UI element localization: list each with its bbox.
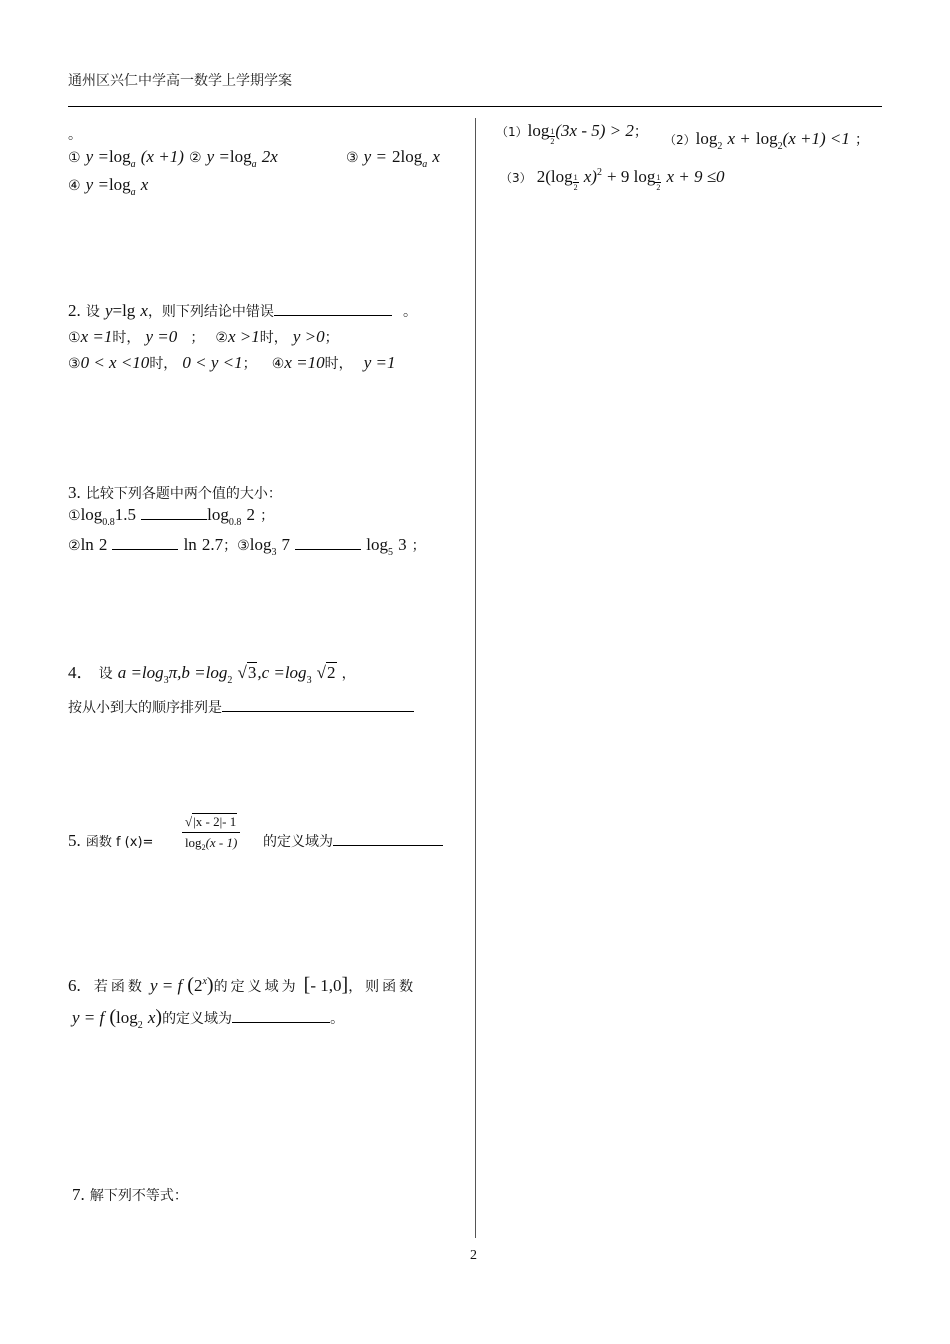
q1-option4-mark: ④ — [68, 178, 81, 194]
q7-part2-sep: ； — [854, 132, 869, 148]
q7-part3-base2-num: 1 — [656, 173, 661, 182]
q6-text4: 的定义域为 — [162, 1011, 233, 1027]
q7-part1-log: log — [527, 121, 550, 140]
q1-option2-base: a — [251, 159, 257, 170]
q3-part3-blank[interactable] — [295, 535, 361, 550]
q5-stem — [68, 830, 153, 854]
q1-option4-log: log — [108, 175, 131, 194]
q2-she: 设 — [85, 304, 100, 320]
q6-answer-blank[interactable] — [232, 1008, 330, 1023]
q7-part2-base2: 2 — [777, 141, 783, 152]
q2-end: 。 — [403, 304, 418, 320]
q1-option3-log: log — [400, 147, 423, 166]
q6-stem — [68, 974, 416, 1000]
q5-tail-text: 的定义域为 — [263, 834, 333, 850]
q2-c4-mark: ④ — [271, 356, 285, 372]
q7-part2-log2: log — [755, 129, 778, 148]
q7-part2-expr2: (x +1) <1 — [782, 129, 850, 148]
q3-part3-base2: 5 — [387, 547, 393, 558]
q1-option3 — [346, 146, 440, 171]
q4-number: 4． — [68, 663, 94, 682]
q3-part1-blank[interactable] — [141, 505, 207, 520]
q3-part2-blank[interactable] — [112, 535, 178, 550]
q2-c1-res: y =0 — [145, 327, 178, 346]
q2-c2-mark: ② — [215, 330, 228, 346]
header-divider — [68, 106, 882, 107]
q7-part3-x: x) — [583, 167, 597, 186]
q6-end: 。 — [330, 1011, 345, 1027]
q7-part1-base-num: 1 — [550, 127, 555, 136]
q6-log-base: 2 — [137, 1020, 143, 1031]
q4-c-sqrt: √2 — [316, 663, 336, 682]
q6-rparen2: ) — [155, 1006, 163, 1028]
q7-part3-base2-den: 2 — [656, 183, 661, 192]
q6-rparen: ) — [206, 974, 214, 996]
q3-part3-val: 7 — [281, 535, 291, 554]
q1-option2-mark: ② — [188, 150, 202, 166]
q4-c-base: 3 — [306, 675, 312, 686]
q2-c4-res: y =1 — [363, 353, 396, 372]
q1-option4-base: a — [130, 187, 136, 198]
q3-part2-sep: ； — [223, 538, 238, 554]
q2-c3-mark: ③ — [68, 356, 81, 372]
q4-b-base: 2 — [227, 675, 233, 686]
q3-part1-sep: ； — [260, 508, 275, 524]
q2-c4-shi: 时， — [324, 356, 353, 372]
q4-pi: π — [168, 663, 178, 682]
q6-inner1: 2 — [193, 976, 203, 995]
q7-part3-square: 2 — [596, 167, 602, 178]
q5-fraction — [182, 814, 240, 851]
q7-stem — [72, 1184, 188, 1207]
q1-option4-arg: x — [140, 175, 149, 194]
q3-part1-log2: log — [207, 505, 229, 524]
q1-option1-base: a — [130, 159, 136, 170]
q2-c3-cond: 0 < x <10 — [80, 353, 150, 372]
q1-option1-mark: ① — [68, 150, 81, 166]
q1-option3-coef: 2 — [392, 147, 401, 166]
q7-part2 — [664, 128, 869, 153]
q2-tail: ，则下列结论中错误 — [147, 304, 274, 320]
q6-inner1-sup: x — [202, 976, 207, 987]
column-divider — [475, 118, 476, 1238]
q3-part2-mark: ② — [68, 538, 81, 554]
q2-c4-cond: x =10 — [284, 353, 325, 372]
q3-part1-val: 1.5 — [114, 505, 137, 524]
q3-part3-base: 3 — [271, 547, 277, 558]
q4-answer-blank[interactable] — [222, 697, 414, 712]
q3-part2-ln: ln — [80, 535, 94, 554]
q7-part1 — [496, 120, 648, 146]
q3-part1-base2: 0.8 — [228, 517, 242, 528]
q7-part3-tail: x + 9 ≤0 — [666, 167, 725, 186]
q2-answer-blank[interactable] — [274, 301, 392, 316]
q6-interval: - 1,0 — [310, 976, 342, 995]
q2-eq-lg: =lg — [112, 301, 136, 320]
q3-part3-val2: 3 — [398, 535, 407, 554]
q6-number: 6. — [68, 976, 81, 995]
q5-number: 5. — [68, 831, 81, 850]
q5-numerator-radicand: |x - 2|- 1 — [193, 814, 237, 829]
q5-denominator — [182, 833, 240, 851]
q6-lparen2: ( — [109, 1006, 117, 1028]
q2-c2-sep: ； — [324, 330, 339, 346]
q7-number: 7. — [72, 1185, 85, 1204]
q4-she: 设 — [98, 666, 113, 682]
q1-period: 。 — [68, 127, 82, 143]
q3-stem — [68, 482, 282, 505]
q7-part3-base-num: 1 — [573, 173, 578, 182]
q2-x: x — [140, 301, 148, 320]
q3-part3-log2: log — [366, 535, 388, 554]
q2-choices-row1 — [68, 326, 339, 349]
q3-part2-val2: 2.7 — [201, 535, 224, 554]
q6-line2 — [72, 1006, 344, 1032]
q4-a-base: 3 — [163, 675, 169, 686]
q2-c1-shi: 时， — [112, 330, 141, 346]
q6-y-eq2: y = f — [72, 1008, 105, 1027]
q1-option3-y: y = — [363, 147, 387, 166]
q3-number: 3. — [68, 483, 81, 502]
q5-text: 函数 f (x)= — [85, 835, 154, 850]
q4-b: ,b =log — [177, 663, 228, 682]
q6-text3: ，则函数 — [348, 979, 417, 995]
q3-part2 — [68, 534, 426, 559]
q4-stem — [68, 662, 356, 687]
q1-options-row1 — [68, 146, 278, 171]
q6-lparen: ( — [187, 974, 194, 996]
q7-part2-expr1: x + — [727, 129, 751, 148]
q3-part1-log: log — [80, 505, 103, 524]
q1-option1-log: log — [108, 147, 131, 166]
q7-part3-base — [573, 173, 579, 192]
q2-c3-sep: ； — [242, 356, 257, 372]
q4-comma: ， — [341, 666, 356, 682]
q1-option1-y: y = — [85, 147, 109, 166]
q7-part2-log: log — [695, 129, 718, 148]
q4-c-radicand: 2 — [327, 663, 336, 682]
q1-option2-log: log — [229, 147, 252, 166]
q1-option3-mark: ③ — [346, 150, 359, 166]
q6-lbracket: [ — [303, 974, 311, 996]
q4-line2 — [68, 696, 414, 719]
q3-part3-mark: ③ — [237, 538, 250, 554]
q2-choices-row2 — [68, 352, 395, 375]
q3-part1-mark: ① — [68, 508, 81, 524]
q3-part1-val2: 2 — [246, 505, 255, 524]
q1-option1-arg: (x +1) — [140, 147, 184, 166]
q2-c3-shi: 时， — [149, 356, 178, 372]
q5-den-base: 2 — [201, 843, 206, 852]
q2-c1-sep: ； — [190, 330, 205, 346]
q3-part1-base: 0.8 — [102, 517, 115, 528]
q3-part1 — [68, 504, 274, 529]
q3-text: 比较下列各题中两个值的大小： — [85, 486, 282, 502]
q6-text1: 若函数 — [93, 979, 145, 995]
q7-part3-mid: + 9 log — [607, 167, 656, 186]
q2-c2-cond: x >1 — [227, 327, 260, 346]
q2-number: 2. — [68, 301, 81, 320]
q5-den-arg: (x - 1) — [205, 835, 238, 850]
q2-c2-res: y >0 — [292, 327, 325, 346]
q6-log: log — [116, 1008, 138, 1027]
q4-a: a =log — [117, 663, 164, 682]
q7-part2-mark: （2） — [664, 133, 696, 147]
page-header-title: 通州区兴仁中学高一数学上学期学案 — [68, 73, 292, 89]
q3-part2-val: 2 — [98, 535, 108, 554]
q1-option2-y: y = — [206, 147, 230, 166]
q2-c1-cond: x =1 — [80, 327, 113, 346]
q6-rbracket: ] — [341, 974, 349, 996]
q2-y: y — [104, 301, 113, 320]
q4-b-radicand: 3 — [247, 663, 257, 682]
q1-option4 — [68, 174, 148, 199]
q7-part3 — [500, 166, 725, 192]
q1-option3-base: a — [422, 159, 428, 170]
q4-line2-text: 按从小到大的顺序排列是 — [68, 700, 222, 716]
q1-option4-y: y = — [85, 175, 109, 194]
q5-numerator: √|x - 2|- 1 — [182, 814, 240, 833]
page-number: 2 — [470, 1248, 477, 1263]
q7-part3-coef: 2(log — [536, 167, 573, 186]
q7-text: 解下列不等式： — [89, 1188, 188, 1204]
q3-part3-log: log — [249, 535, 272, 554]
q7-part1-base-den: 2 — [550, 137, 555, 146]
q5-den-log: log — [184, 835, 202, 850]
q7-part1-sep: ； — [633, 124, 648, 140]
q2-stem — [68, 300, 417, 323]
q6-text2: 的定义域为 — [213, 979, 299, 995]
q2-c3-res: 0 < y <1 — [182, 353, 243, 372]
q3-part2-ln2: ln — [183, 535, 197, 554]
q7-part3-base2 — [655, 173, 661, 192]
q7-part1-expr: (3x - 5) > 2 — [555, 121, 634, 140]
q6-x: x — [147, 1008, 156, 1027]
q5-fraction-body — [182, 814, 240, 851]
q5-tail — [263, 830, 443, 853]
q3-part3-sep: ； — [411, 538, 426, 554]
q1-option3-arg: x — [432, 147, 440, 166]
q7-part1-mark: （1） — [496, 125, 528, 139]
q5-answer-blank[interactable] — [333, 831, 443, 846]
q6-y-eq: y = f — [149, 976, 183, 995]
q2-c1-mark: ① — [68, 330, 81, 346]
q4-c: ,c =log — [257, 663, 307, 682]
q7-part2-base: 2 — [717, 141, 723, 152]
q7-part3-mark: （3） — [500, 171, 532, 185]
q1-option2-arg: 2x — [261, 147, 278, 166]
q4-b-sqrt: √3 — [237, 663, 257, 682]
q7-part3-base-den: 2 — [573, 183, 578, 192]
q2-c2-shi: 时， — [259, 330, 288, 346]
